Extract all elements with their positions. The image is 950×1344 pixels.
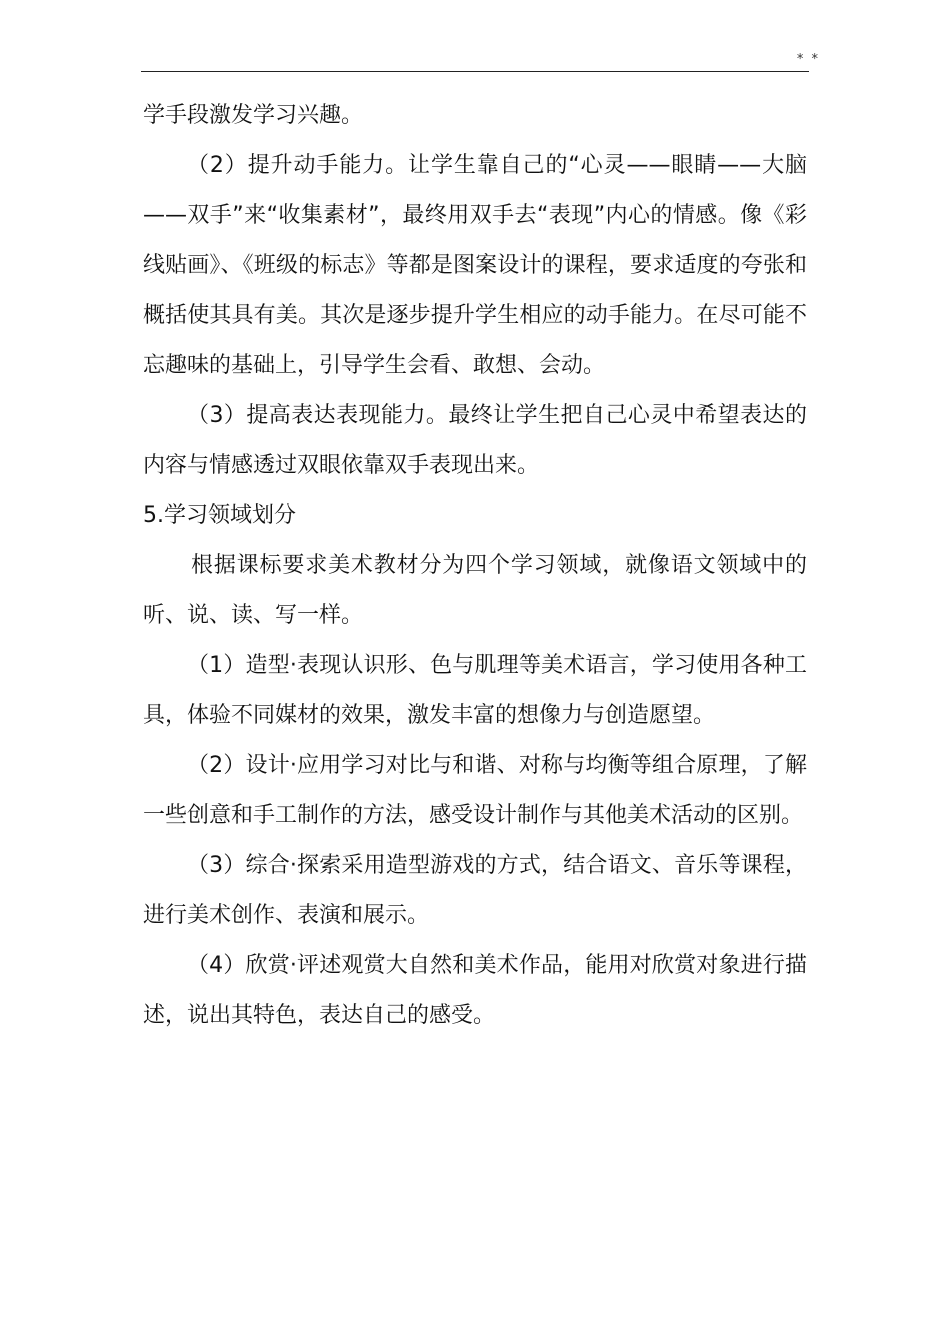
paragraph-continuation: 学手段激发学习兴趣。 <box>143 103 364 128</box>
document-body <box>143 91 807 1041</box>
paragraph-domain-1: （1）造型·表现认识形、色与肌理等美术语言，学习使用各种工具，体验不同媒材的效果，激发丰富的想像力与创造愿望。 <box>143 653 807 728</box>
paragraph-domain-3: （3）综合·探索采用造型游戏的方式，结合语文、音乐等课程，进行美术创作、表演和展示。 <box>143 853 807 928</box>
paragraph-item-2-hands-on: （2）提升动手能力。让学生靠自己的“心灵——眼睛——大脑——双手”来“收集素材”，最终用双手去“表现”内心的情感。像《彩线贴画》、《班级的标志》等都是图案设计的课程，要求适度的夸张和概括使其具有美。其次是逐步提升学生相应的动手能力。在尽可能不忘趣味的基础上，引导学生会看、敢想、会动。 <box>143 153 807 378</box>
paragraph-domain-2: （2）设计·应用学习对比与和谐、对称与均衡等组合原理，了解一些创意和手工制作的方法，感受设计制作与其他美术活动的区别。 <box>143 753 807 828</box>
page-header-mark: * * <box>796 52 820 67</box>
paragraph-domain-4: （4）欣赏·评述观赏大自然和美术作品，能用对欣赏对象进行描述，说出其特色，表达自己的感受。 <box>143 953 807 1028</box>
header-divider <box>141 71 809 72</box>
paragraph-section-intro: 根据课标要求美术教材分为四个学习领域，就像语文领域中的听、说、读、写一样。 <box>143 553 807 628</box>
section-heading: 5.学习领域划分 <box>143 503 296 528</box>
paragraph-item-3-expression: （3）提高表达表现能力。最终让学生把自己心灵中希望表达的内容与情感透过双眼依靠双手表现出来。 <box>143 403 807 478</box>
